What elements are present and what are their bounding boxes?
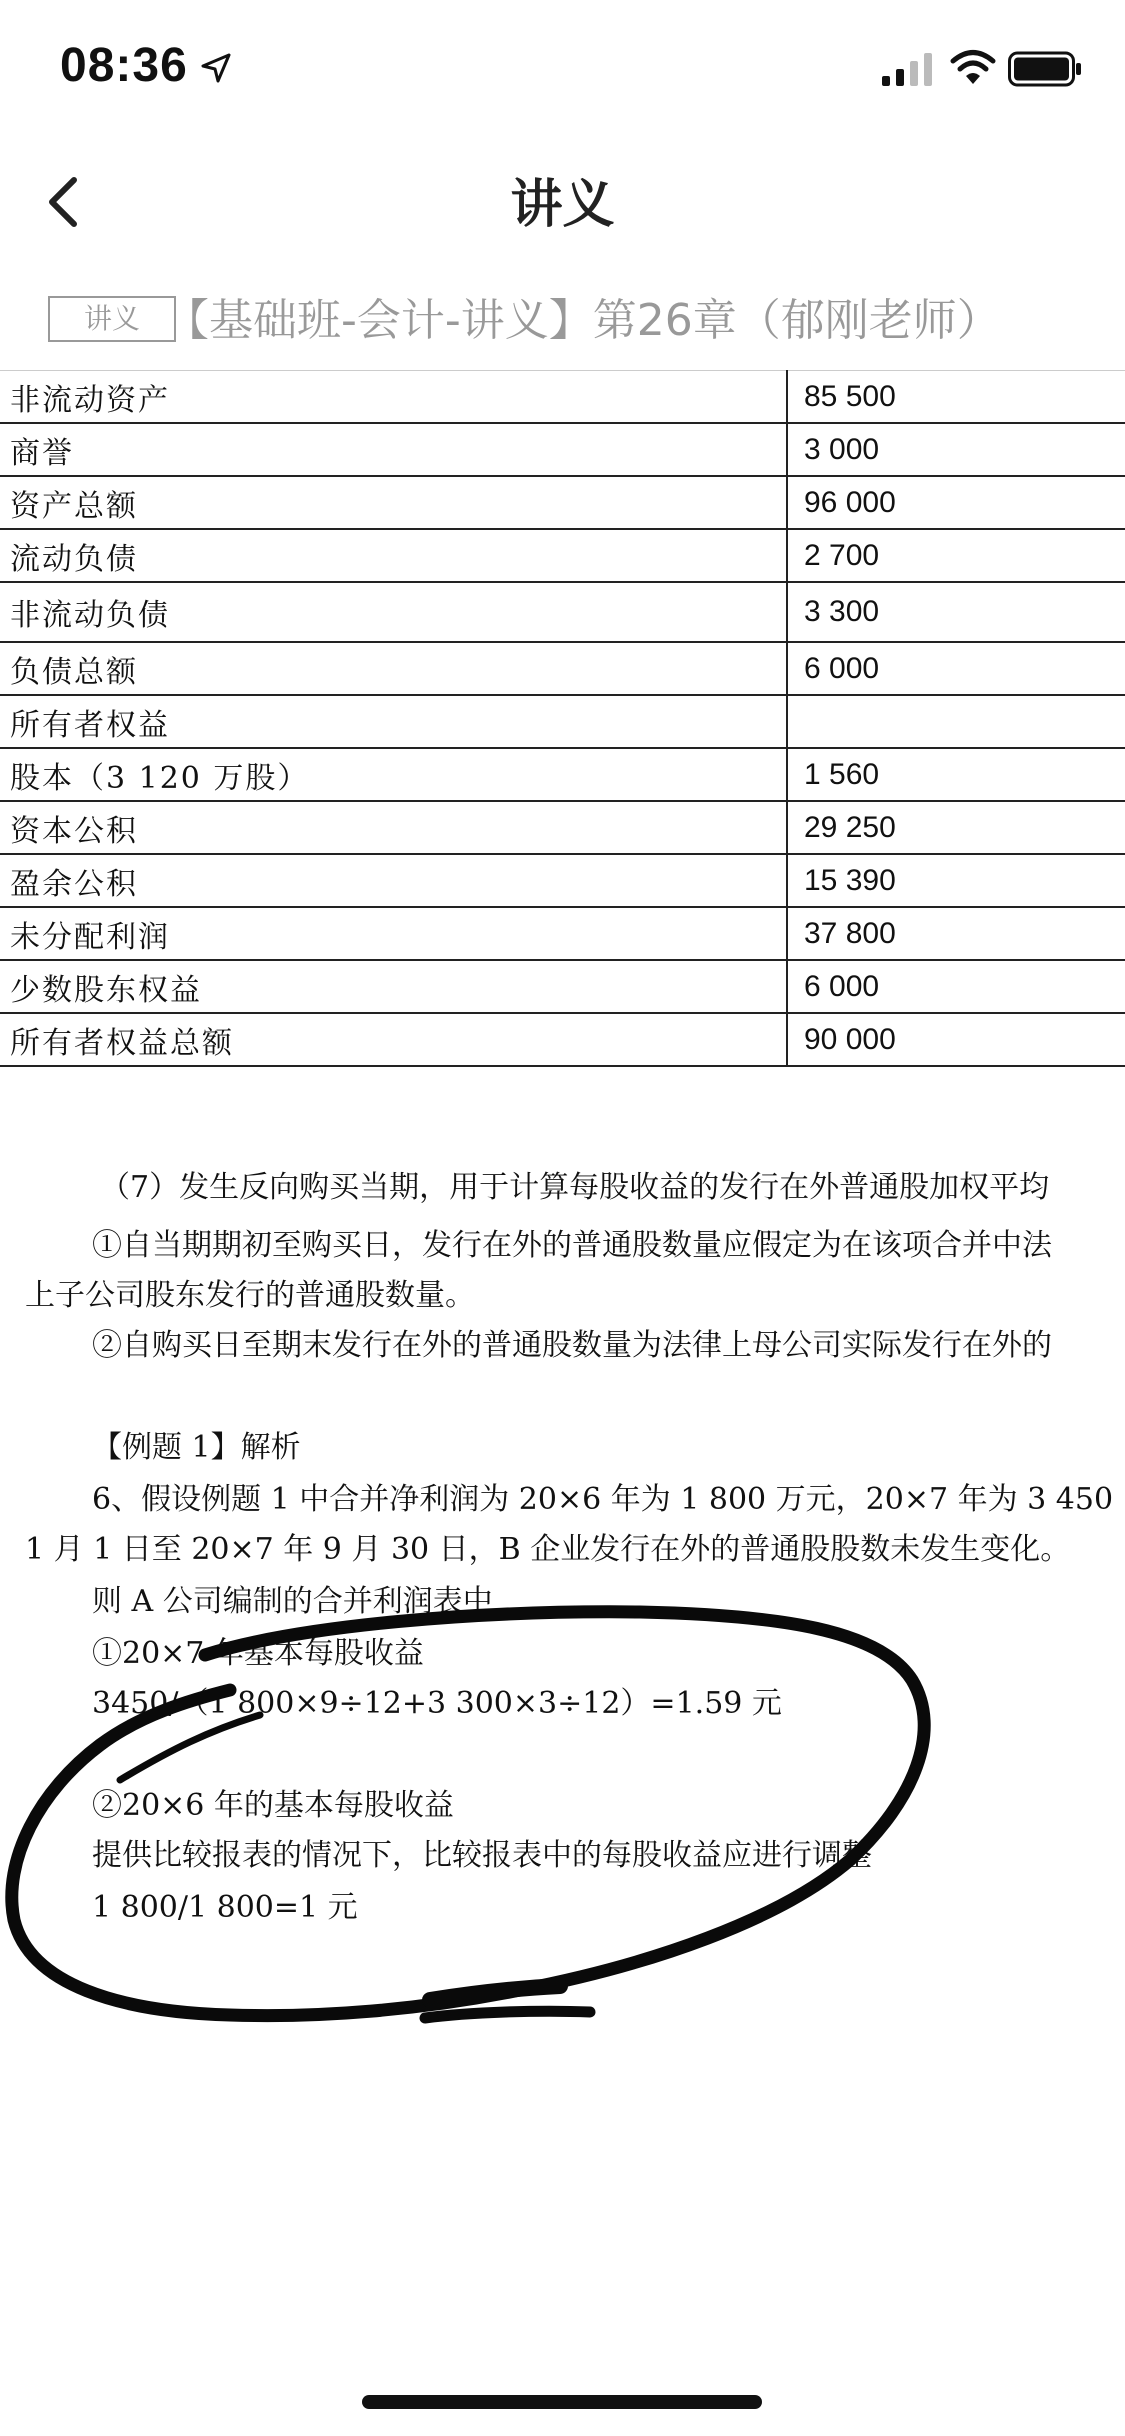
row-value: 29 250	[787, 801, 1125, 854]
row-value: 85 500	[787, 371, 1125, 424]
table-row	[0, 801, 1125, 854]
document-header	[0, 270, 1125, 370]
table-row	[0, 476, 1125, 529]
row-value: 6 000	[787, 960, 1125, 1013]
battery-icon	[1008, 50, 1084, 88]
balance-table	[0, 370, 1125, 1067]
table-row	[0, 854, 1125, 907]
row-label: 盈余公积	[0, 854, 787, 907]
paragraph-text: ①自当期期初至购买日，发行在外的普通股数量应假定为在该项合并中法	[92, 1228, 1052, 1263]
row-label: 资产总额	[0, 476, 787, 529]
document-tag: 讲义	[48, 296, 176, 342]
row-label: 股本（3 120 万股）	[0, 748, 787, 801]
row-value: 3 300	[787, 582, 1125, 642]
row-label: 负债总额	[0, 642, 787, 695]
status-bar	[0, 0, 1125, 132]
table-row	[0, 748, 1125, 801]
paragraph-text: 1 800/1 800=1 元	[92, 1890, 358, 1925]
row-label: 商誉	[0, 423, 787, 476]
cellular-signal-icon	[880, 52, 936, 88]
paragraph-text: ②自购买日至期末发行在外的普通股数量为法律上母公司实际发行在外的	[92, 1328, 1052, 1363]
nav-bar	[0, 132, 1125, 262]
table-row	[0, 529, 1125, 582]
row-value: 90 000	[787, 1013, 1125, 1066]
table-row	[0, 371, 1125, 424]
table-row	[0, 582, 1125, 642]
paragraph-text: 1 月 1 日至 20×7 年 9 月 30 日，B 企业发行在外的普通股股数未发生变化。	[25, 1532, 1071, 1567]
table-row	[0, 960, 1125, 1013]
row-label: 非流动资产	[0, 371, 787, 424]
row-value: 96 000	[787, 476, 1125, 529]
wifi-icon	[950, 48, 996, 88]
row-value: 15 390	[787, 854, 1125, 907]
location-arrow-icon	[200, 52, 232, 84]
table-row	[0, 642, 1125, 695]
paragraph-text: ①20×7 年基本每股收益	[92, 1636, 424, 1671]
paragraph-text: 上子公司股东发行的普通股数量。	[25, 1278, 475, 1313]
row-label: 少数股东权益	[0, 960, 787, 1013]
row-value: 2 700	[787, 529, 1125, 582]
row-label: 资本公积	[0, 801, 787, 854]
table-row	[0, 423, 1125, 476]
paragraph-text: ②20×6 年的基本每股收益	[92, 1788, 454, 1823]
paragraph-text: （7）发生反向购买当期，用于计算每股收益的发行在外普通股加权平均	[100, 1170, 1050, 1205]
home-indicator[interactable]	[362, 2395, 762, 2409]
document-title: 【基础班-会计-讲义】第26章（郁刚老师）	[165, 295, 1001, 346]
row-value: 1 560	[787, 748, 1125, 801]
row-value: 6 000	[787, 642, 1125, 695]
row-value: 3 000	[787, 423, 1125, 476]
paragraph-text: 则 A 公司编制的合并利润表中	[92, 1584, 493, 1619]
paragraph-text: 3450/（1 800×9÷12+3 300×3÷12）=1.59 元	[92, 1686, 782, 1721]
table-row	[0, 695, 1125, 748]
row-label: 所有者权益	[0, 695, 787, 748]
row-label: 所有者权益总额	[0, 1013, 787, 1066]
row-label: 未分配利润	[0, 907, 787, 960]
table-row	[0, 907, 1125, 960]
paragraph-text: 6、假设例题 1 中合并净利润为 20×6 年为 1 800 万元，20×7 年为 3 450	[92, 1482, 1114, 1517]
page-title: 讲义	[510, 175, 615, 235]
example-heading: 【例题 1】解析	[92, 1430, 301, 1465]
table-row	[0, 1013, 1125, 1066]
status-time: 08:36	[60, 39, 188, 92]
row-label: 流动负债	[0, 529, 787, 582]
row-label: 非流动负债	[0, 582, 787, 642]
row-value	[787, 695, 1125, 748]
paragraph-text: 提供比较报表的情况下，比较报表中的每股收益应进行调整	[92, 1838, 872, 1873]
row-value: 37 800	[787, 907, 1125, 960]
